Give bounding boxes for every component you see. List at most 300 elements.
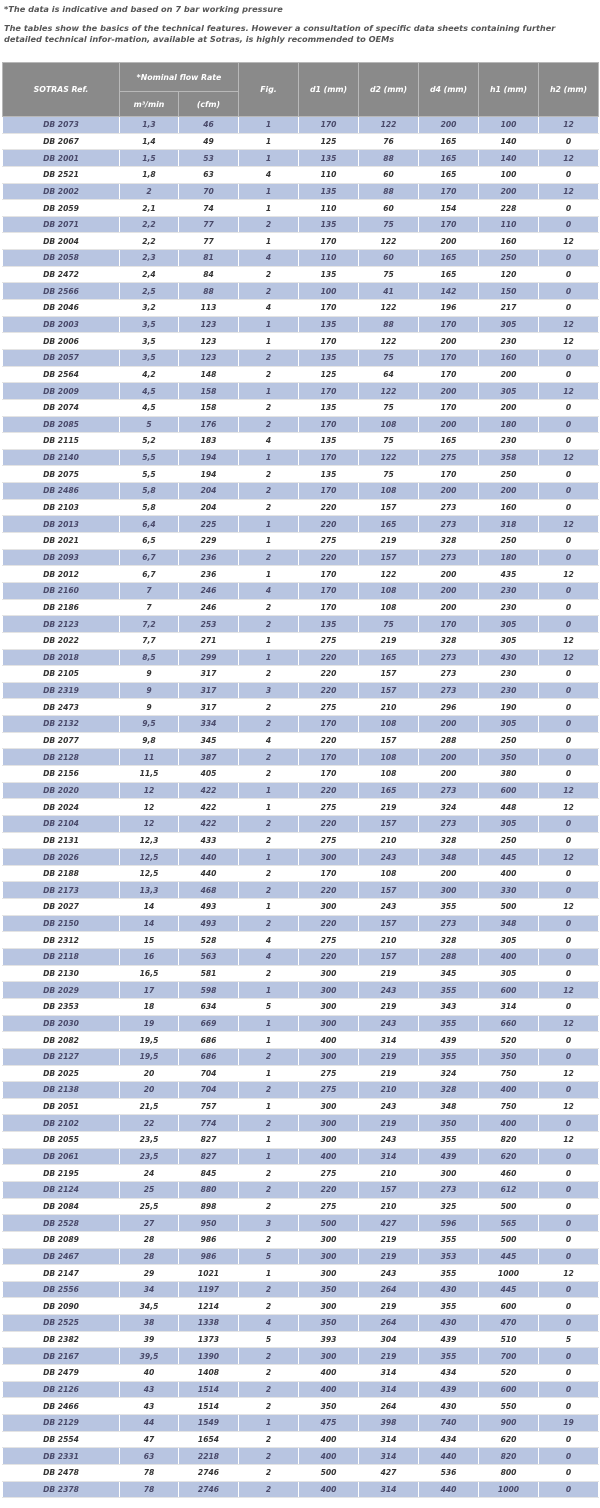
table-row [3,1331,599,1348]
table-row [3,1231,599,1248]
cell-d1: 393 [299,1331,359,1348]
cell-d2: 157 [359,1182,419,1199]
cell-d2: 60 [359,250,419,267]
table-row [3,1265,599,1282]
cell-h1: 350 [479,749,539,766]
cell-h2: 0 [539,1215,599,1232]
table-row [3,865,599,882]
cell-flow-m3: 21,5 [120,1098,179,1115]
cell-h2: 0 [539,1298,599,1315]
cell-fig: 1 [239,133,299,150]
table-row [3,416,599,433]
cell-flow-m3: 13,3 [120,882,179,899]
cell-fig: 2 [239,399,299,416]
table-row [3,183,599,200]
cell-d1: 220 [299,499,359,516]
table-row [3,316,599,333]
cell-fig: 2 [239,1082,299,1099]
cell-h1: 200 [479,399,539,416]
cell-flow-cfm: 123 [179,333,239,350]
cell-d4: 355 [419,1298,479,1315]
cell-h1: 445 [479,1248,539,1265]
cell-flow-m3: 34,5 [120,1298,179,1315]
cell-d2: 88 [359,150,419,167]
cell-h2: 0 [539,1315,599,1332]
cell-h1: 445 [479,1281,539,1298]
cell-d2: 108 [359,716,419,733]
table-row [3,1215,599,1232]
cell-h2: 0 [539,1198,599,1215]
table-row [3,1298,599,1315]
cell-h2: 0 [539,399,599,416]
cell-d4: 355 [419,1015,479,1032]
cell-fig: 1 [239,1148,299,1165]
cell-d4: 273 [419,516,479,533]
cell-ref: DB 2055 [3,1132,120,1149]
cell-d4: 200 [419,383,479,400]
cell-fig: 2 [239,1481,299,1498]
cell-ref: DB 2186 [3,599,120,616]
header-fig: Fig. [239,63,299,117]
cell-flow-m3: 2,4 [120,266,179,283]
cell-d4: 348 [419,1098,479,1115]
cell-d4: 170 [419,466,479,483]
cell-fig: 4 [239,932,299,949]
cell-d1: 275 [299,1082,359,1099]
cell-d1: 170 [299,716,359,733]
cell-d2: 243 [359,1265,419,1282]
cell-h2: 12 [539,333,599,350]
cell-d2: 108 [359,765,419,782]
cell-ref: DB 2077 [3,732,120,749]
cell-h1: 350 [479,1048,539,1065]
cell-d2: 219 [359,1231,419,1248]
cell-flow-m3: 11,5 [120,765,179,782]
table-row [3,566,599,583]
cell-d1: 220 [299,516,359,533]
cell-d4: 355 [419,1265,479,1282]
table-row [3,832,599,849]
cell-d1: 300 [299,982,359,999]
table-row [3,1348,599,1365]
cell-h2: 0 [539,932,599,949]
cell-d1: 300 [299,899,359,916]
cell-d1: 170 [299,449,359,466]
cell-h2: 0 [539,815,599,832]
cell-flow-cfm: 194 [179,466,239,483]
cell-flow-cfm: 225 [179,516,239,533]
cell-d4: 353 [419,1248,479,1265]
cell-d1: 170 [299,333,359,350]
cell-ref: DB 2319 [3,682,120,699]
cell-ref: DB 2123 [3,616,120,633]
cell-flow-m3: 40 [120,1365,179,1382]
cell-ref: DB 2156 [3,765,120,782]
cell-flow-cfm: 950 [179,1215,239,1232]
cell-ref: DB 2082 [3,1032,120,1049]
cell-d1: 400 [299,1365,359,1382]
cell-h2: 0 [539,1464,599,1481]
cell-flow-m3: 1,4 [120,133,179,150]
cell-d2: 219 [359,965,419,982]
cell-h1: 1000 [479,1265,539,1282]
cell-h2: 12 [539,316,599,333]
cell-d2: 219 [359,533,419,550]
cell-d4: 430 [419,1398,479,1415]
cell-flow-cfm: 183 [179,433,239,450]
cell-h1: 160 [479,233,539,250]
cell-ref: DB 2104 [3,815,120,832]
cell-flow-cfm: 704 [179,1065,239,1082]
cell-flow-m3: 34 [120,1281,179,1298]
table-row [3,799,599,816]
cell-d1: 170 [299,865,359,882]
header-d2: d2 (mm) [359,63,419,117]
cell-flow-cfm: 1514 [179,1381,239,1398]
cell-h2: 12 [539,649,599,666]
cell-flow-cfm: 317 [179,699,239,716]
cell-h2: 0 [539,466,599,483]
cell-d2: 157 [359,732,419,749]
cell-d2: 75 [359,466,419,483]
table-row [3,250,599,267]
cell-flow-m3: 7,2 [120,616,179,633]
cell-flow-m3: 8,5 [120,649,179,666]
cell-d2: 122 [359,333,419,350]
cell-fig: 2 [239,1381,299,1398]
cell-flow-m3: 2,2 [120,233,179,250]
cell-fig: 2 [239,599,299,616]
cell-h2: 0 [539,200,599,217]
cell-flow-cfm: 229 [179,533,239,550]
cell-h1: 230 [479,333,539,350]
cell-h1: 348 [479,915,539,932]
cell-h1: 600 [479,1298,539,1315]
cell-flow-m3: 5,2 [120,433,179,450]
cell-flow-m3: 28 [120,1231,179,1248]
cell-h1: 250 [479,466,539,483]
header-h1: h1 (mm) [479,63,539,117]
cell-flow-m3: 14 [120,899,179,916]
cell-flow-cfm: 581 [179,965,239,982]
cell-flow-m3: 5,5 [120,466,179,483]
cell-fig: 2 [239,416,299,433]
cell-d4: 430 [419,1315,479,1332]
cell-fig: 1 [239,799,299,816]
cell-h1: 750 [479,1098,539,1115]
cell-fig: 2 [239,832,299,849]
cell-fig: 4 [239,1315,299,1332]
cell-fig: 2 [239,483,299,500]
cell-d1: 220 [299,949,359,966]
cell-ref: DB 2479 [3,1365,120,1382]
cell-d2: 75 [359,399,419,416]
table-row [3,682,599,699]
cell-h1: 160 [479,349,539,366]
cell-ref: DB 2105 [3,666,120,683]
cell-h2: 0 [539,749,599,766]
cell-d4: 142 [419,283,479,300]
cell-d2: 157 [359,499,419,516]
cell-d2: 64 [359,366,419,383]
table-row [3,1198,599,1215]
table-row [3,815,599,832]
cell-d4: 165 [419,166,479,183]
cell-flow-m3: 6,7 [120,549,179,566]
cell-ref: DB 2150 [3,915,120,932]
cell-h2: 12 [539,117,599,134]
cell-flow-m3: 12,5 [120,865,179,882]
cell-fig: 5 [239,1331,299,1348]
cell-h1: 318 [479,516,539,533]
cell-d2: 219 [359,1115,419,1132]
cell-d1: 400 [299,1431,359,1448]
cell-d4: 275 [419,449,479,466]
cell-flow-cfm: 81 [179,250,239,267]
cell-h2: 0 [539,716,599,733]
cell-flow-m3: 19 [120,1015,179,1032]
table-row [3,466,599,483]
cell-d2: 76 [359,133,419,150]
cell-flow-cfm: 440 [179,849,239,866]
cell-fig: 2 [239,882,299,899]
cell-h2: 0 [539,682,599,699]
table-row [3,998,599,1015]
cell-ref: DB 2029 [3,982,120,999]
cell-h2: 12 [539,1132,599,1149]
cell-d4: 355 [419,1048,479,1065]
cell-h2: 12 [539,849,599,866]
cell-flow-cfm: 1654 [179,1431,239,1448]
cell-d2: 157 [359,915,419,932]
table-row [3,349,599,366]
cell-ref: DB 2067 [3,133,120,150]
cell-flow-m3: 16,5 [120,965,179,982]
cell-fig: 1 [239,982,299,999]
cell-h2: 12 [539,150,599,167]
table-row [3,266,599,283]
header-d1: d1 (mm) [299,63,359,117]
cell-ref: DB 2566 [3,283,120,300]
table-row [3,117,599,134]
cell-d1: 220 [299,666,359,683]
cell-flow-m3: 6,4 [120,516,179,533]
cell-fig: 2 [239,1365,299,1382]
cell-d2: 157 [359,549,419,566]
cell-d1: 300 [299,1015,359,1032]
cell-fig: 2 [239,815,299,832]
cell-h1: 230 [479,582,539,599]
cell-d4: 165 [419,133,479,150]
cell-h2: 12 [539,782,599,799]
cell-d4: 273 [419,1182,479,1199]
cell-d4: 350 [419,1115,479,1132]
cell-fig: 2 [239,1182,299,1199]
cell-flow-cfm: 246 [179,582,239,599]
cell-ref: DB 2057 [3,349,120,366]
cell-d1: 135 [299,266,359,283]
cell-h1: 180 [479,416,539,433]
cell-fig: 2 [239,349,299,366]
specs-table [2,62,599,1498]
table-row [3,915,599,932]
cell-fig: 2 [239,915,299,932]
cell-d4: 273 [419,782,479,799]
cell-d1: 400 [299,1032,359,1049]
cell-fig: 4 [239,582,299,599]
cell-d2: 314 [359,1365,419,1382]
cell-d4: 355 [419,1231,479,1248]
table-row [3,1381,599,1398]
cell-fig: 2 [239,699,299,716]
cell-h1: 820 [479,1132,539,1149]
table-row [3,649,599,666]
cell-h1: 140 [479,150,539,167]
cell-flow-cfm: 271 [179,632,239,649]
cell-ref: DB 2085 [3,416,120,433]
cell-d4: 200 [419,233,479,250]
cell-h1: 305 [479,932,539,949]
cell-h1: 612 [479,1182,539,1199]
cell-d4: 355 [419,1348,479,1365]
cell-fig: 2 [239,266,299,283]
cell-h2: 0 [539,1182,599,1199]
cell-ref: DB 2059 [3,200,120,217]
cell-ref: DB 2071 [3,216,120,233]
table-row [3,1365,599,1382]
cell-h1: 820 [479,1448,539,1465]
cell-fig: 2 [239,765,299,782]
cell-h2: 12 [539,449,599,466]
table-row [3,616,599,633]
notes [0,0,600,45]
table-row [3,200,599,217]
cell-fig: 2 [239,616,299,633]
cell-h2: 0 [539,1431,599,1448]
cell-ref: DB 2472 [3,266,120,283]
cell-ref: DB 2378 [3,1481,120,1498]
cell-d4: 200 [419,117,479,134]
cell-h1: 600 [479,782,539,799]
cell-d2: 398 [359,1414,419,1431]
cell-flow-m3: 27 [120,1215,179,1232]
cell-flow-m3: 20 [120,1065,179,1082]
cell-h1: 445 [479,849,539,866]
table-row [3,716,599,733]
cell-d2: 219 [359,1348,419,1365]
cell-d2: 108 [359,749,419,766]
cell-flow-m3: 29 [120,1265,179,1282]
cell-d2: 304 [359,1331,419,1348]
cell-flow-m3: 4,2 [120,366,179,383]
cell-ref: DB 2173 [3,882,120,899]
table-row [3,1281,599,1298]
cell-flow-m3: 4,5 [120,383,179,400]
cell-d4: 273 [419,915,479,932]
table-row [3,1148,599,1165]
cell-h1: 100 [479,117,539,134]
cell-ref: DB 2027 [3,899,120,916]
cell-flow-cfm: 158 [179,383,239,400]
cell-fig: 1 [239,316,299,333]
cell-d1: 220 [299,1182,359,1199]
cell-d4: 273 [419,666,479,683]
cell-h2: 0 [539,133,599,150]
cell-h2: 0 [539,349,599,366]
table-row [3,899,599,916]
cell-ref: DB 2046 [3,300,120,317]
cell-d4: 536 [419,1464,479,1481]
cell-h2: 0 [539,582,599,599]
cell-d2: 88 [359,316,419,333]
consultation-note: The tables show the basics of the technical features. However a consultation of specific data sheets containing further detailed technical infor-mation, available at Sotras, is highly recommended to OEMs [4,23,556,44]
cell-d4: 154 [419,200,479,217]
table-row [3,1481,599,1498]
cell-d2: 264 [359,1398,419,1415]
cell-h1: 460 [479,1165,539,1182]
cell-ref: DB 2093 [3,549,120,566]
cell-ref: DB 2018 [3,649,120,666]
cell-flow-m3: 2,2 [120,216,179,233]
cell-d1: 135 [299,216,359,233]
cell-fig: 4 [239,433,299,450]
cell-ref: DB 2478 [3,1464,120,1481]
cell-d2: 314 [359,1148,419,1165]
cell-fig: 1 [239,899,299,916]
cell-d2: 210 [359,699,419,716]
cell-ref: DB 2473 [3,699,120,716]
cell-h1: 230 [479,682,539,699]
cell-ref: DB 2115 [3,433,120,450]
cell-d4: 440 [419,1448,479,1465]
cell-flow-m3: 25 [120,1182,179,1199]
cell-fig: 5 [239,998,299,1015]
table-row [3,1315,599,1332]
cell-d4: 439 [419,1331,479,1348]
cell-fig: 4 [239,300,299,317]
cell-flow-m3: 17 [120,982,179,999]
cell-h1: 435 [479,566,539,583]
cell-d2: 314 [359,1381,419,1398]
cell-ref: DB 2556 [3,1281,120,1298]
cell-flow-cfm: 77 [179,233,239,250]
cell-d4: 300 [419,882,479,899]
cell-d2: 75 [359,616,419,633]
cell-d1: 400 [299,1448,359,1465]
cell-d1: 220 [299,649,359,666]
cell-flow-cfm: 317 [179,682,239,699]
cell-h2: 0 [539,1165,599,1182]
table-row [3,1165,599,1182]
table-row [3,1431,599,1448]
cell-d2: 122 [359,233,419,250]
cell-d1: 125 [299,133,359,150]
cell-fig: 2 [239,965,299,982]
cell-d4: 434 [419,1365,479,1382]
cell-h1: 380 [479,765,539,782]
table-row [3,366,599,383]
cell-ref: DB 2138 [3,1082,120,1099]
cell-h1: 200 [479,483,539,500]
cell-d4: 328 [419,533,479,550]
cell-flow-cfm: 158 [179,399,239,416]
cell-d1: 400 [299,1481,359,1498]
table-row [3,1098,599,1115]
cell-d4: 170 [419,399,479,416]
cell-d2: 243 [359,899,419,916]
cell-flow-cfm: 986 [179,1248,239,1265]
cell-fig: 1 [239,117,299,134]
